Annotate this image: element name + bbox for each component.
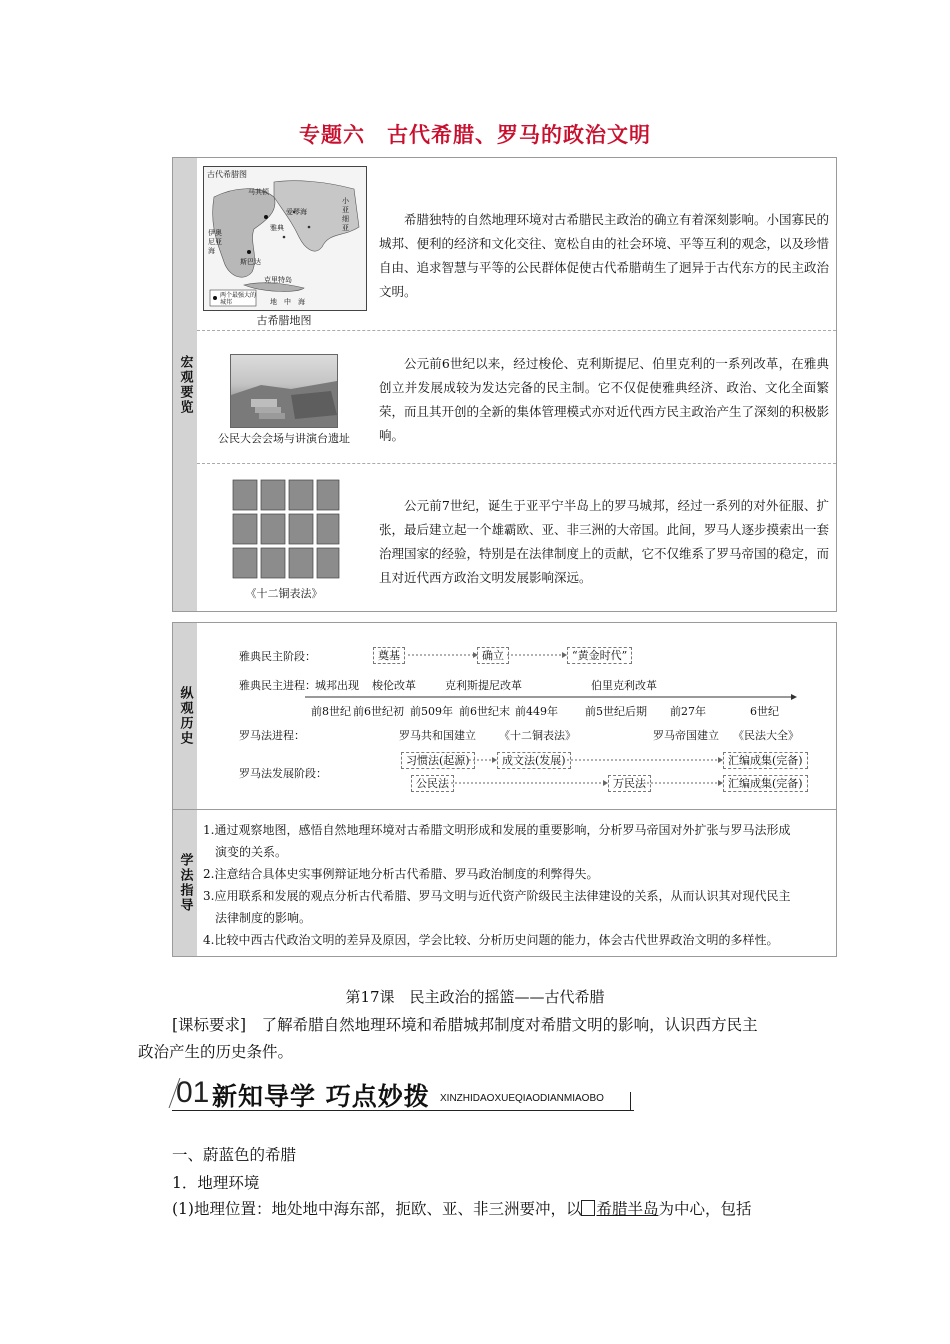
macro-text-2: 公元前6世纪以来，经过梭伦、克利斯提尼、伯里克利的一系列改革，在雅典创立并发展成较为发达完备的民主制。它不仅促使雅典经济、政治、文化全面繁荣，而且其开创的全新的集体管理模式亦对近代西方民主政治产生了深刻的积极影响。 xyxy=(379,356,830,443)
tick-509-bc: 前509年 xyxy=(410,705,453,718)
answer-blank-box[interactable] xyxy=(581,1200,595,1216)
rome-stage-civil-law: 公民法 xyxy=(411,775,454,792)
athens-event-cleisthenes: 克利斯提尼改革 xyxy=(445,679,522,692)
rome-stage-law-of-nations: 万民法 xyxy=(608,775,651,792)
macro-text-1: 希腊独特的自然地理环境对古希腊民主政治的确立有着深刻影响。小国寡民的城邦、便利的经济和文化交往、宽松自由的社会环境、平等互利的观念，以及珍惜自由、追求智慧与平等的公民群体促使古代希腊萌生了迥异于古代东方的民主政治文明。 xyxy=(379,212,830,299)
curriculum-requirement xyxy=(138,1012,828,1066)
rome-event-corpus-juris: 《民法大全》 xyxy=(733,729,799,742)
athens-process-label: 雅典民主进程： xyxy=(239,679,316,692)
rome-stage-customary-law: 习惯法(起源) xyxy=(401,752,475,769)
section-banner xyxy=(172,1076,634,1112)
athens-stage-foundation: 奠基 xyxy=(373,647,405,664)
athens-event-solon: 梭伦改革 xyxy=(372,679,416,692)
timeline-panel xyxy=(172,622,837,957)
macro-overview-label: 宏观要览 xyxy=(173,158,197,611)
rome-stage-compilation-2: 汇编成集(完备) xyxy=(723,775,808,792)
twelve-tables-photo xyxy=(231,478,341,580)
guide-item-2: 2.注意结合具体史实事例辩证地分析古代希腊、罗马政治制度的利弊得失。 xyxy=(203,867,599,881)
greece-map xyxy=(203,166,367,311)
twelve-tables-svg xyxy=(231,478,341,580)
requirement-tag: [课标要求] xyxy=(172,1016,247,1034)
tick-6th-century: 6世纪 xyxy=(750,705,779,718)
athens-stage-golden-age: “黄金时代” xyxy=(567,647,632,664)
assembly-caption: 公民大会会场与讲演台遗址 xyxy=(218,432,350,445)
geography-suffix: 为中心，包括 xyxy=(658,1200,752,1218)
guide-label: 学法指导 xyxy=(173,810,197,956)
rome-stage-compilation-1: 汇编成集(完备) xyxy=(723,752,808,769)
macro-text-3: 公元前7世纪，诞生于亚平宁半岛上的罗马城邦，经过一系列的对外征服、扩张，最后建立起一个雄霸欧、亚、非三洲的大帝国。此间，罗马人逐步摸索出一套治理国家的经验，特别是在法律制度上的贡献，它不仅维系了罗马帝国的稳定，而且对近代西方政治文明发展影响深远。 xyxy=(379,498,830,585)
map-label-sparta: 斯巴达 xyxy=(240,258,261,266)
map-header: 古代希腊图 xyxy=(207,170,247,179)
tick-late-6th-century-bc: 前6世纪末 xyxy=(459,705,510,718)
banner-number: 01 xyxy=(176,1076,210,1109)
row-divider xyxy=(197,463,836,464)
guide-item-1: 1.通过观察地图，感悟自然地理环境对古希腊文明形成和发展的重要影响，分析罗马帝国对外扩张与罗马法形成 xyxy=(203,823,791,837)
rome-event-twelve-tables: 《十二铜表法》 xyxy=(499,729,576,742)
requirement-line-2: 政治产生的历史条件。 xyxy=(138,1043,294,1061)
assembly-photo xyxy=(230,354,338,428)
map-label-ionian: 伊奥尼亚海 xyxy=(208,229,222,255)
banner-end-mark xyxy=(630,1092,631,1110)
geography-line xyxy=(172,1196,752,1223)
tick-early-6th-century-bc: 前6世纪初 xyxy=(353,705,404,718)
athens-stage-label: 雅典民主阶段： xyxy=(239,650,316,663)
map-label-aegean: 爱琴海 xyxy=(286,208,307,216)
lesson-title: 第17课 民主政治的摇篮——古代希腊 xyxy=(345,988,605,1006)
athens-stage-established: 确立 xyxy=(477,647,509,664)
tick-8th-century-bc: 前8世纪 xyxy=(311,705,351,718)
macro-overview-panel xyxy=(172,157,837,612)
assembly-photo-svg xyxy=(231,355,337,427)
map-legend: 两个最强大的城邦 xyxy=(220,292,257,306)
section-divider xyxy=(173,809,836,810)
rome-stage-label: 罗马法发展阶段： xyxy=(239,767,327,780)
banner-pinyin: XINZHIDAOXUEQIAODIANMIAOBO xyxy=(440,1093,604,1104)
geography-answer: 希腊半岛 xyxy=(596,1200,659,1218)
tick-late-5th-century-bc: 前5世纪后期 xyxy=(585,705,647,718)
map-label-crete: 克里特岛 xyxy=(264,276,292,284)
guide-item-4: 4.比较中西古代政治文明的差异及原因，学会比较、分析历史问题的能力，体会古代世界政治文明的多样性。 xyxy=(203,933,779,947)
subsection-heading: 一、蔚蓝色的希腊 xyxy=(172,1146,297,1164)
map-label-macedonia: 马其顿 xyxy=(248,188,269,196)
guide-item-3: 3.应用联系和发展的观点分析古代希腊、罗马文明与近代资产阶级民主法律建设的关系，从而认识其对现代民主 xyxy=(203,889,791,903)
tick-449-bc: 前449年 xyxy=(515,705,558,718)
row-divider xyxy=(197,330,836,331)
tick-27-bc: 前27年 xyxy=(670,705,706,718)
guide-item-3-cont: 法律制度的影响。 xyxy=(215,911,312,925)
topic-heading: 1．地理环境 xyxy=(172,1174,260,1192)
study-guide-list xyxy=(203,819,831,951)
twelve-tables-caption: 《十二铜表法》 xyxy=(245,587,323,600)
page-title: 专题六 古代希腊、罗马的政治文明 xyxy=(299,122,651,147)
map-label-athens: 雅典 xyxy=(270,224,284,232)
geography-prefix: (1)地理位置：地处地中海东部，扼欧、亚、非三洲要冲，以 xyxy=(172,1200,582,1218)
rome-event-empire: 罗马帝国建立 xyxy=(653,729,719,742)
map-label-asia-minor: 小亚细亚 xyxy=(342,197,349,232)
banner-heading: 新知导学 巧点妙拨 xyxy=(212,1082,430,1111)
athens-event-city-state: 城邦出现 xyxy=(315,679,359,692)
timeline-label: 纵观历史 xyxy=(173,623,197,809)
map-sea-label: 地 中 海 xyxy=(270,298,305,306)
rome-process-label: 罗马法进程： xyxy=(239,729,305,742)
requirement-line-1: 了解希腊自然地理环境和希腊城邦制度对希腊文明的影响，认识西方民主 xyxy=(246,1016,758,1034)
rome-event-republic: 罗马共和国建立 xyxy=(399,729,476,742)
athens-event-pericles: 伯里克利改革 xyxy=(591,679,657,692)
map-caption: 古希腊地图 xyxy=(256,314,312,327)
greece-map-svg xyxy=(204,167,366,310)
rome-stage-written-law: 成文法(发展) xyxy=(497,752,571,769)
guide-item-1-cont: 演变的关系。 xyxy=(215,845,288,859)
